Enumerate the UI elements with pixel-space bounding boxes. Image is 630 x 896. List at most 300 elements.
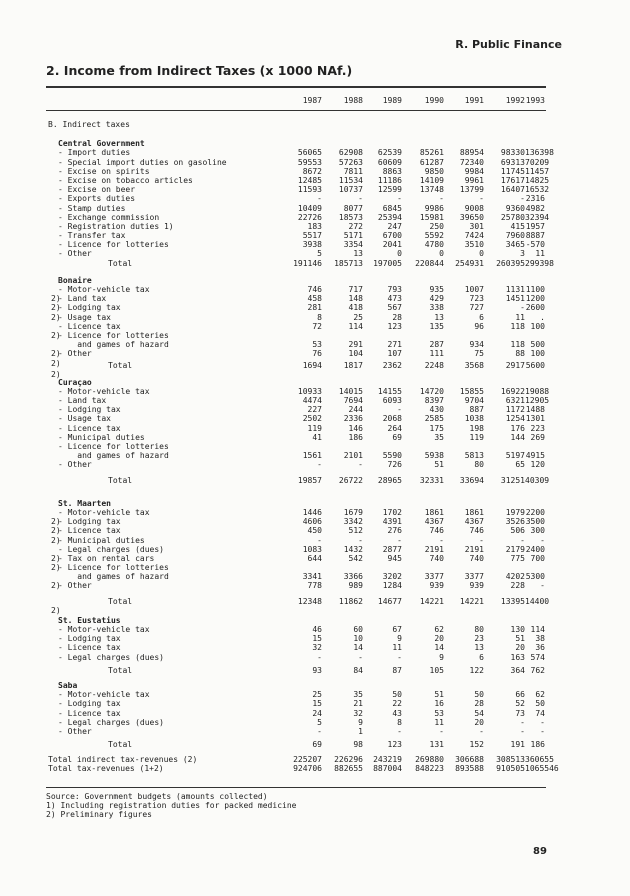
value-cell: 98 bbox=[353, 740, 363, 750]
value-cell: 4982 bbox=[525, 203, 545, 213]
value-cell: 72 bbox=[312, 321, 322, 331]
value-cell: 13799 bbox=[459, 185, 484, 195]
value-cell: 2877 bbox=[382, 544, 402, 554]
value-cell: 11 bbox=[535, 249, 545, 259]
table-row bbox=[48, 433, 545, 442]
value-cell: 2191 bbox=[464, 544, 484, 554]
value-cell: 18573 bbox=[338, 212, 363, 222]
group-heading bbox=[48, 681, 545, 690]
row-label: - Motor-vehicle tax bbox=[58, 386, 150, 396]
value-cell: 2502 bbox=[302, 414, 322, 424]
value-cell: - bbox=[540, 581, 545, 591]
row-label: - Registration duties 1) bbox=[58, 221, 174, 231]
value-cell: 119 bbox=[307, 423, 322, 433]
value-cell: 100 bbox=[530, 321, 545, 331]
value-cell: - bbox=[358, 652, 363, 662]
table-row bbox=[48, 643, 545, 652]
value-cell: 3202 bbox=[382, 572, 402, 582]
footnotes bbox=[46, 792, 296, 819]
table-row bbox=[48, 666, 545, 675]
value-cell: 28 bbox=[392, 312, 402, 322]
value-cell: 939 bbox=[429, 581, 444, 591]
value-cell: 144 bbox=[510, 432, 525, 442]
table-row bbox=[48, 222, 545, 231]
value-cell: 11862 bbox=[338, 596, 363, 606]
value-cell: 191 bbox=[510, 740, 525, 750]
value-cell: 271 bbox=[387, 340, 402, 350]
row-label: - Excise on beer bbox=[58, 185, 136, 195]
table-row bbox=[48, 405, 545, 414]
table-row bbox=[48, 194, 545, 203]
value-cell: 418 bbox=[348, 303, 363, 313]
value-cell: 882655 bbox=[334, 764, 363, 774]
row-label: - Lodging tax bbox=[58, 699, 121, 709]
value-cell: 225207 bbox=[293, 755, 322, 765]
value-cell: 1131 bbox=[505, 285, 525, 294]
value-cell: 989 bbox=[348, 581, 363, 591]
footnote: 1) Including registration duties for packed medicine bbox=[46, 801, 297, 810]
value-cell: 700 bbox=[530, 553, 545, 563]
table-row bbox=[48, 258, 554, 268]
table-row bbox=[48, 204, 545, 213]
note-cell: 2) bbox=[51, 330, 61, 340]
year-header: 1987 bbox=[302, 96, 322, 105]
value-cell: 136398 bbox=[525, 148, 554, 158]
value-cell: 5590 bbox=[382, 451, 402, 461]
value-cell: 51 bbox=[515, 634, 525, 644]
row-label: - Exports duties bbox=[58, 194, 136, 204]
value-cell bbox=[484, 563, 525, 572]
value-cell: 14109 bbox=[419, 175, 444, 185]
running-header: R. Public Finance bbox=[455, 38, 562, 51]
value-cell: - bbox=[397, 652, 402, 662]
value-cell: 70209 bbox=[525, 157, 550, 167]
value-cell: 887004 bbox=[373, 764, 402, 774]
value-cell: 191146 bbox=[293, 258, 322, 268]
value-cell: 9008 bbox=[464, 203, 484, 213]
value-cell bbox=[363, 442, 402, 451]
value-cell: 11 bbox=[392, 643, 402, 653]
table-row bbox=[48, 358, 545, 379]
group-name: Central Government bbox=[58, 139, 145, 149]
value-cell: 226296 bbox=[334, 755, 363, 765]
value-cell: 1038 bbox=[464, 414, 484, 424]
value-cell: 111 bbox=[429, 349, 444, 359]
value-cell: 14677 bbox=[377, 596, 402, 606]
row-label: Total bbox=[108, 740, 133, 750]
value-cell: 39650 bbox=[459, 212, 484, 222]
value-cell: 146 bbox=[348, 423, 363, 433]
value-cell: 5600 bbox=[525, 360, 545, 370]
value-cell: 291 bbox=[348, 340, 363, 350]
value-cell: 52 bbox=[515, 699, 525, 709]
note-cell: 2) bbox=[51, 526, 61, 536]
value-cell: 11186 bbox=[377, 175, 402, 185]
value-cell: 88954 bbox=[459, 148, 484, 158]
value-cell: 197005 bbox=[373, 258, 402, 268]
table-row bbox=[48, 331, 545, 340]
value-cell: 269 bbox=[530, 432, 545, 442]
table-row bbox=[48, 313, 545, 322]
value-cell: - bbox=[439, 726, 444, 736]
value-cell: - bbox=[540, 535, 545, 545]
group-name: Curaçao bbox=[58, 377, 92, 387]
table-title: 2. Income from Indirect Taxes (x 1000 NAf.) bbox=[46, 63, 353, 78]
value-cell: 644 bbox=[307, 553, 322, 563]
value-cell: 506 bbox=[510, 526, 525, 536]
value-cell: - bbox=[317, 652, 322, 662]
value-cell: - bbox=[317, 460, 322, 470]
row-label: - Licence tax bbox=[58, 708, 121, 718]
row-label: Total bbox=[108, 360, 133, 370]
value-cell: 73 bbox=[515, 708, 525, 718]
value-cell: 2917 bbox=[505, 360, 525, 370]
table-row bbox=[48, 536, 545, 545]
value-cell: 3526 bbox=[505, 517, 525, 527]
value-cell: 4474 bbox=[302, 396, 322, 406]
value-cell: 15 bbox=[312, 699, 322, 709]
value-cell: 59553 bbox=[297, 157, 322, 167]
value-cell bbox=[322, 331, 363, 340]
value-cell: - bbox=[439, 535, 444, 545]
value-cell: 9984 bbox=[464, 166, 484, 176]
group-heading bbox=[48, 616, 545, 625]
value-cell: 500 bbox=[530, 340, 545, 350]
value-cell: 299398 bbox=[525, 258, 554, 268]
value-cell: 254931 bbox=[455, 258, 484, 268]
note-cell: 2) bbox=[51, 294, 61, 304]
value-cell: 87 bbox=[392, 665, 402, 675]
value-cell: 269880 bbox=[415, 755, 444, 765]
value-cell: 429 bbox=[429, 294, 444, 304]
value-cell: 5 bbox=[317, 717, 322, 727]
row-label: - Transfer tax bbox=[58, 231, 126, 241]
page-number: 89 bbox=[533, 846, 547, 857]
value-cell: 220844 bbox=[415, 258, 444, 268]
value-cell: 9850 bbox=[424, 166, 444, 176]
row-label: - Municipal duties bbox=[58, 535, 145, 545]
group-heading bbox=[48, 499, 545, 508]
value-cell: 1065546 bbox=[525, 764, 559, 774]
value-cell: 1284 bbox=[382, 581, 402, 591]
value-cell: 300 bbox=[530, 526, 545, 536]
value-cell: 131 bbox=[429, 740, 444, 750]
value-cell: 2068 bbox=[382, 414, 402, 424]
value-cell: 9 bbox=[439, 652, 444, 662]
table-row bbox=[48, 563, 545, 572]
value-cell: 3341 bbox=[302, 572, 322, 582]
value-cell: 32 bbox=[312, 643, 322, 653]
value-cell: 11 bbox=[515, 312, 525, 322]
table-row bbox=[48, 175, 550, 185]
value-cell: 11593 bbox=[297, 185, 322, 195]
value-cell: 260395 bbox=[496, 258, 525, 268]
value-cell: 9961 bbox=[464, 175, 484, 185]
value-cell: 0 bbox=[397, 249, 402, 259]
value-cell: 7811 bbox=[343, 166, 363, 176]
value-cell: 61287 bbox=[419, 157, 444, 167]
value-cell: 3510 bbox=[464, 240, 484, 250]
row-label: - Usage tax bbox=[58, 414, 111, 424]
value-cell: 223 bbox=[530, 423, 545, 433]
value-cell: 717 bbox=[348, 285, 363, 294]
value-cell: - bbox=[358, 535, 363, 545]
value-cell: 726 bbox=[387, 460, 402, 470]
value-cell: 6 bbox=[479, 312, 484, 322]
value-cell: 247 bbox=[387, 221, 402, 231]
value-cell: 21 bbox=[353, 699, 363, 709]
value-cell: 893588 bbox=[455, 764, 484, 774]
row-label: - Tax on rental cars bbox=[58, 553, 155, 563]
grand-total-row bbox=[48, 755, 554, 765]
value-cell: 62908 bbox=[338, 148, 363, 158]
value-cell: 5592 bbox=[424, 231, 444, 241]
year-header-row bbox=[48, 96, 545, 105]
value-cell: 6845 bbox=[382, 203, 402, 213]
value-cell: 1561 bbox=[302, 451, 322, 461]
value-cell: 183 bbox=[307, 221, 322, 231]
value-cell: 114 bbox=[348, 321, 363, 331]
table-row bbox=[48, 424, 545, 433]
table-row bbox=[48, 212, 550, 222]
value-cell: 5171 bbox=[343, 231, 363, 241]
value-cell: 100 bbox=[530, 349, 545, 359]
value-cell: 1432 bbox=[343, 544, 363, 554]
value-cell: 910505 bbox=[496, 764, 525, 774]
value-cell: 2101 bbox=[343, 451, 363, 461]
value-cell: 1957 bbox=[525, 221, 545, 231]
value-cell bbox=[484, 331, 525, 340]
value-cell: 7424 bbox=[464, 231, 484, 241]
value-cell: 746 bbox=[307, 285, 322, 294]
value-cell: 28965 bbox=[377, 475, 402, 485]
value-cell: 13748 bbox=[419, 185, 444, 195]
note-cell: 2) bbox=[51, 553, 61, 563]
value-cell: 243219 bbox=[373, 755, 402, 765]
value-cell: 120 bbox=[530, 460, 545, 470]
value-cell: 16922 bbox=[500, 386, 525, 396]
row-label: and games of hazard bbox=[58, 451, 169, 461]
value-cell: - bbox=[520, 717, 525, 727]
row-label: - Motor-vehicle tax bbox=[58, 690, 150, 700]
value-cell: - bbox=[317, 194, 322, 204]
value-cell: 227 bbox=[307, 405, 322, 415]
value-cell: 198 bbox=[469, 423, 484, 433]
value-cell: 6700 bbox=[382, 231, 402, 241]
table-row bbox=[48, 634, 545, 643]
value-cell: 62 bbox=[434, 625, 444, 634]
row-label: - Special import duties on gasoline bbox=[58, 157, 227, 167]
value-cell bbox=[525, 442, 545, 451]
value-cell: 5 bbox=[317, 249, 322, 259]
table-row bbox=[48, 166, 550, 176]
value-cell: 1083 bbox=[302, 544, 322, 554]
value-cell: 1172 bbox=[505, 405, 525, 415]
value-cell: 848223 bbox=[415, 764, 444, 774]
value-cell: 11 bbox=[434, 717, 444, 727]
value-cell: 1 bbox=[358, 726, 363, 736]
value-cell: - bbox=[397, 405, 402, 415]
value-cell: 934 bbox=[469, 340, 484, 350]
value-cell: 76 bbox=[312, 349, 322, 359]
value-cell: 9986 bbox=[424, 203, 444, 213]
row-label: - Legal charges (dues) bbox=[58, 544, 164, 554]
table-row bbox=[48, 414, 545, 423]
value-cell bbox=[402, 563, 444, 572]
value-cell: 84 bbox=[353, 665, 363, 675]
value-cell: 512 bbox=[348, 526, 363, 536]
value-cell: 1301 bbox=[525, 414, 545, 424]
bottom-rule bbox=[46, 787, 546, 788]
value-cell: 2200 bbox=[525, 507, 545, 517]
value-cell: 244 bbox=[348, 405, 363, 415]
value-cell: 152 bbox=[469, 740, 484, 750]
value-cell: 2585 bbox=[424, 414, 444, 424]
table-row bbox=[48, 727, 545, 736]
row-label: - Excise on tobacco articles bbox=[58, 175, 193, 185]
value-cell: 118 bbox=[510, 340, 525, 350]
value-cell: 26722 bbox=[338, 475, 363, 485]
value-cell: 69313 bbox=[500, 157, 525, 167]
group-heading bbox=[48, 276, 545, 285]
value-cell: 3342 bbox=[343, 517, 363, 527]
row-label: - Legal charges (dues) bbox=[58, 652, 164, 662]
value-cell: 33694 bbox=[459, 475, 484, 485]
value-cell: 23 bbox=[474, 634, 484, 644]
top-rule bbox=[46, 86, 546, 88]
row-label: - Usage tax bbox=[58, 312, 111, 322]
value-cell: 762 bbox=[530, 665, 545, 675]
value-cell: 272 bbox=[348, 221, 363, 231]
value-cell: 3500 bbox=[525, 517, 545, 527]
value-cell: 450 bbox=[307, 526, 322, 536]
value-cell: 574 bbox=[530, 652, 545, 662]
value-cell: 1446 bbox=[302, 507, 322, 517]
value-cell bbox=[402, 331, 444, 340]
row-label: and games of hazard bbox=[58, 340, 169, 350]
value-cell: 1451 bbox=[505, 294, 525, 304]
value-cell: - bbox=[520, 194, 525, 204]
value-cell: 2316 bbox=[525, 194, 545, 204]
table-row bbox=[48, 653, 545, 662]
value-cell: 12485 bbox=[297, 175, 322, 185]
section-label: B. Indirect taxes bbox=[48, 120, 130, 129]
value-cell: 360655 bbox=[525, 755, 554, 765]
table-row bbox=[48, 475, 550, 485]
value-cell: - bbox=[317, 535, 322, 545]
value-cell: 2179 bbox=[505, 544, 525, 554]
value-cell: 25 bbox=[353, 312, 363, 322]
value-cell: 32 bbox=[353, 708, 363, 718]
value-cell: 135 bbox=[429, 321, 444, 331]
value-cell: 5813 bbox=[464, 451, 484, 461]
value-cell: 14015 bbox=[338, 386, 363, 396]
value-cell: 13 bbox=[353, 249, 363, 259]
table-row bbox=[48, 240, 545, 249]
value-cell: 105 bbox=[429, 665, 444, 675]
row-label: - Stamp duties bbox=[58, 203, 126, 213]
year-header: 1992 bbox=[505, 96, 525, 105]
value-cell: 31251 bbox=[500, 475, 525, 485]
value-cell: 40309 bbox=[525, 475, 550, 485]
row-label: - Motor-vehicle tax bbox=[58, 507, 150, 517]
value-cell: 62539 bbox=[377, 148, 402, 158]
value-cell bbox=[363, 563, 402, 572]
value-cell: 8863 bbox=[382, 166, 402, 176]
value-cell: 8672 bbox=[302, 166, 322, 176]
row-label: - Motor-vehicle tax bbox=[58, 285, 150, 294]
value-cell: 50 bbox=[474, 690, 484, 700]
value-cell bbox=[444, 442, 484, 451]
value-cell: 119 bbox=[469, 432, 484, 442]
value-cell: 96 bbox=[474, 321, 484, 331]
value-cell: 88 bbox=[515, 349, 525, 359]
value-cell: 14 bbox=[353, 643, 363, 653]
value-cell: 250 bbox=[429, 221, 444, 231]
value-cell: 14221 bbox=[419, 596, 444, 606]
value-cell: 3366 bbox=[343, 572, 363, 582]
table-row bbox=[48, 451, 545, 460]
value-cell: 3354 bbox=[343, 240, 363, 250]
value-cell bbox=[444, 331, 484, 340]
value-cell: 3377 bbox=[424, 572, 444, 582]
row-label: Total tax-revenues (1+2) bbox=[48, 764, 164, 774]
value-cell: 54 bbox=[474, 708, 484, 718]
value-cell: 12348 bbox=[297, 596, 322, 606]
table-row bbox=[48, 709, 545, 718]
value-cell: 32394 bbox=[525, 212, 550, 222]
value-cell bbox=[484, 442, 525, 451]
value-cell: 5197 bbox=[505, 451, 525, 461]
value-cell bbox=[277, 563, 322, 572]
value-cell: 14 bbox=[434, 643, 444, 653]
table-row bbox=[48, 596, 550, 615]
value-cell: - bbox=[397, 726, 402, 736]
value-cell: 22 bbox=[392, 699, 402, 709]
row-label: - Lodging tax bbox=[58, 303, 121, 313]
value-cell: 35 bbox=[434, 432, 444, 442]
value-cell: 945 bbox=[387, 553, 402, 563]
value-cell: 4202 bbox=[505, 572, 525, 582]
row-label: - Other bbox=[58, 581, 92, 591]
value-cell: 74 bbox=[535, 708, 545, 718]
value-cell: 130 bbox=[510, 625, 525, 634]
row-label: - Land tax bbox=[58, 294, 107, 304]
value-cell bbox=[402, 442, 444, 451]
value-cell: 60 bbox=[353, 625, 363, 634]
value-cell: 13395 bbox=[500, 596, 525, 606]
value-cell bbox=[363, 331, 402, 340]
value-cell: 727 bbox=[469, 303, 484, 313]
value-cell: 56065 bbox=[297, 148, 322, 158]
value-cell: 19088 bbox=[525, 386, 550, 396]
value-cell: 3377 bbox=[464, 572, 484, 582]
row-label: - Licence for lotteries bbox=[58, 563, 169, 573]
value-cell: 3938 bbox=[302, 240, 322, 250]
value-cell: 306688 bbox=[455, 755, 484, 765]
row-label: - Import duties bbox=[58, 148, 131, 158]
note-cell: 2) bbox=[51, 303, 61, 313]
value-cell: 57263 bbox=[338, 157, 363, 167]
value-cell: 2400 bbox=[525, 544, 545, 554]
row-label: Total indirect tax-revenues (2) bbox=[48, 755, 198, 765]
value-cell: 935 bbox=[429, 285, 444, 294]
value-cell: 22726 bbox=[297, 212, 322, 222]
value-cell: 2041 bbox=[382, 240, 402, 250]
value-cell: 7960 bbox=[505, 231, 525, 241]
value-cell: 8077 bbox=[343, 203, 363, 213]
grand-total-row bbox=[48, 764, 559, 774]
